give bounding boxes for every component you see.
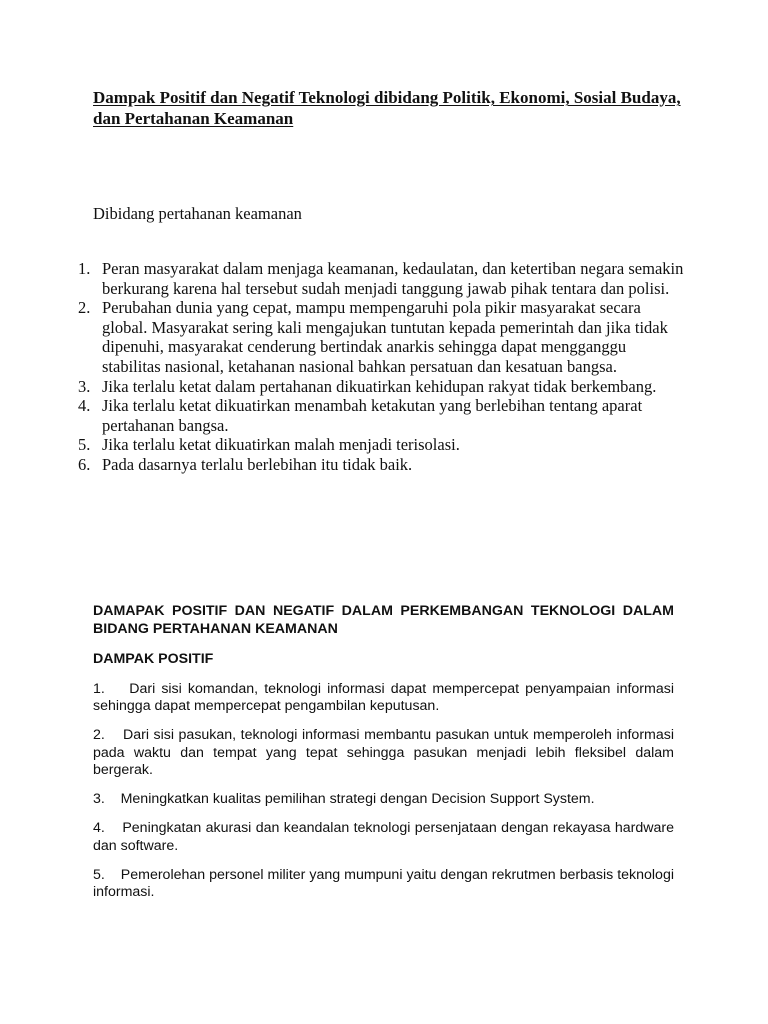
paragraph-item: 5. Pemerolehan personel militer yang mumpuni yaitu dengan rekrutmen berbasis teknologi informasi. — [93, 866, 674, 900]
list-item-text: Jika terlalu ketat dalam pertahanan dikuatirkan kehidupan rakyat tidak berkembang. — [102, 376, 657, 396]
section-label: Dibidang pertahanan keamanan — [93, 204, 302, 223]
list-item — [78, 435, 688, 455]
paragraph-item: 3. Meningkatkan kualitas pemilihan strategi dengan Decision Support System. — [93, 791, 595, 807]
paragraph-item: 1. Dari sisi komandan, teknologi informasi dapat mempercepat penyampaian informasi sehingga dapat mempercepat pengambilan keputusan. — [93, 680, 674, 714]
numbered-list — [78, 259, 688, 475]
list-item — [78, 298, 688, 376]
list-item-text: Perubahan dunia yang cepat, mampu mempengaruhi pola pikir masyarakat secara global. Masyarakat sering kali mengajukan tuntutan kepada pemerintah dan jika tidak dipenuhi, masyarakat cenderung bertindak anarkis sehingga dapat mengganggu stabilitas nasional, ketahanan nasional bahkan persatuan dan kesatuan bangsa. — [102, 298, 668, 376]
list-item-text: Jika terlalu ketat dikuatirkan malah menjadi terisolasi. — [102, 435, 460, 455]
list-item-number: 1. — [78, 259, 91, 278]
list-item-number: 4. — [78, 396, 91, 416]
paragraph-item: 4. Peningkatan akurasi dan keandalan teknologi persenjataan dengan rekayasa hardware dan software. — [93, 820, 674, 854]
list-item-number: 5. — [78, 435, 91, 455]
document-title: Dampak Positif dan Negatif Teknologi dibidang Politik, Ekonomi, Sosial Budaya, dan Pertahanan Keamanan — [93, 88, 681, 128]
list-item-number: 3. — [78, 376, 91, 396]
list-item-number: 6. — [78, 454, 91, 474]
positive-impact-section — [93, 603, 674, 913]
paragraph-item: 2. Dari sisi pasukan, teknologi informasi membantu pasukan untuk memperoleh informasi pada waktu dan tempat yang tepat sehingga pasukan menjadi lebih fleksibel dalam bergerak. — [93, 727, 674, 778]
list-item-text: Peran masyarakat dalam menjaga keamanan, kedaulatan, dan ketertiban negara semakin berkurang karena hal tersebut sudah menjadi tanggung jawab pihak tentara dan polisi. — [102, 259, 684, 298]
list-item — [78, 259, 688, 298]
list-item — [78, 396, 688, 435]
list-item-text: Pada dasarnya terlalu berlebihan itu tidak baik. — [102, 454, 413, 474]
list-item-text: Jika terlalu ketat dikuatirkan menambah ketakutan yang berlebihan tentang aparat pertahanan bangsa. — [102, 396, 643, 435]
list-item — [78, 455, 688, 475]
section-heading: DAMAPAK POSITIF DAN NEGATIF DALAM PERKEMBANGAN TEKNOLOGI DALAM BIDANG PERTAHANAN KEAMANAN — [93, 603, 674, 637]
list-item — [78, 377, 688, 397]
list-item-number: 2. — [78, 298, 91, 318]
subheading-positive: DAMPAK POSITIF — [93, 651, 214, 667]
